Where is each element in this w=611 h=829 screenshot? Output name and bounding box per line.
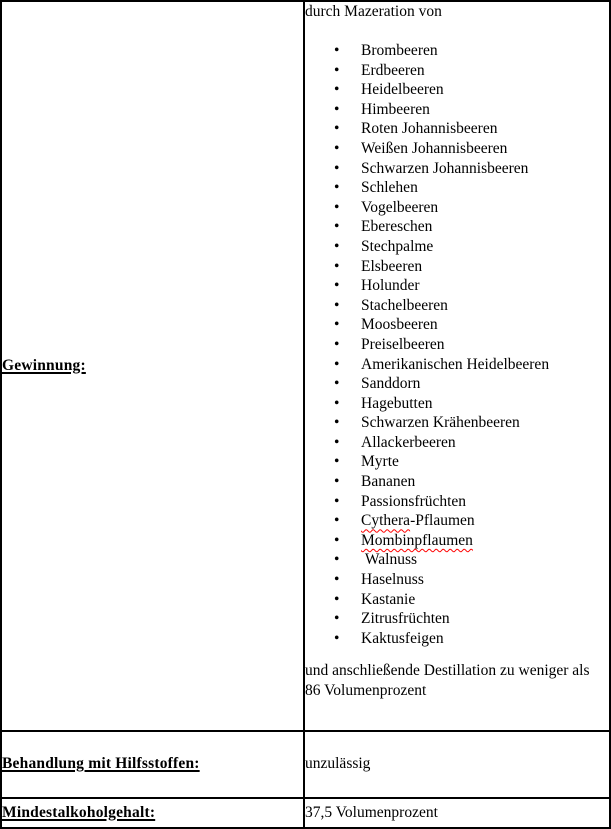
- list-item: • Schlehen: [361, 178, 609, 198]
- list-item: • Erdbeeren: [361, 61, 609, 81]
- list-item: • Passionsfrüchten: [361, 492, 609, 512]
- misspelled-word: Mombinpflaumen: [361, 531, 473, 549]
- list-item: [361, 511, 609, 531]
- value-cell-mindestalkoholgehalt: [304, 798, 610, 828]
- distillation-note-text: und anschließende Destillation zu weniger als 86 Volumenprozent: [305, 662, 590, 700]
- list-item: • Kaktusfeigen: [361, 629, 609, 649]
- list-item: • Myrte: [361, 452, 609, 472]
- label-cell-mindestalkoholgehalt: [1, 798, 304, 828]
- list-item: • Preiselbeeren: [361, 335, 609, 355]
- list-item: • Bananen: [361, 472, 609, 492]
- table-row-behandlung: [1, 731, 610, 798]
- label-cell-behandlung: [1, 731, 304, 798]
- row-label-behandlung: Behandlung mit Hilfsstoffen:: [2, 755, 200, 773]
- list-item: • Weißen Johannisbeeren: [361, 139, 609, 159]
- word: -Pflaumen: [410, 512, 475, 530]
- maceration-intro-text: durch Mazeration von: [305, 3, 442, 20]
- list-item: • Heidelbeeren: [361, 80, 609, 100]
- behandlung-value-text: unzulässig: [305, 755, 371, 773]
- list-item: • Hagebutten: [361, 394, 609, 414]
- list-item: • Stachelbeeren: [361, 296, 609, 316]
- value-cell-gewinnung: [304, 1, 610, 731]
- list-item: • Himbeeren: [361, 100, 609, 120]
- list-item: • Amerikanischen Heidelbeeren: [361, 355, 609, 375]
- list-item: • Allackerbeeren: [361, 433, 609, 453]
- list-item: • Brombeeren: [361, 41, 609, 61]
- list-item: • Schwarzen Johannisbeeren: [361, 159, 609, 179]
- misspelled-word: Cythera: [361, 512, 411, 530]
- fruit-list: [305, 41, 609, 648]
- list-item: • Schwarzen Krähenbeeren: [361, 413, 609, 433]
- list-item: • Holunder: [361, 276, 609, 296]
- list-item: • Walnuss: [361, 550, 609, 570]
- list-item: • Kastanie: [361, 590, 609, 610]
- value-cell-behandlung: [304, 731, 610, 798]
- row-label-mindestalkoholgehalt: Mindestalkoholgehalt:: [2, 803, 156, 821]
- list-item: • Vogelbeeren: [361, 198, 609, 218]
- list-item: • Stechpalme: [361, 237, 609, 257]
- row-label-gewinnung: Gewinnung:: [2, 356, 86, 374]
- table-row-mindestalkoholgehalt: [1, 798, 610, 828]
- mindestalkoholgehalt-value-text: 37,5 Volumenprozent: [305, 803, 438, 821]
- list-item: • Sanddorn: [361, 374, 609, 394]
- list-item: • Roten Johannisbeeren: [361, 119, 609, 139]
- list-item: • Ebereschen: [361, 217, 609, 237]
- list-item: • Moosbeeren: [361, 315, 609, 335]
- list-item: [361, 531, 609, 551]
- table-row-gewinnung: [1, 1, 610, 731]
- list-item: • Haselnuss: [361, 570, 609, 590]
- label-cell-gewinnung: [1, 1, 304, 731]
- list-item: • Elsbeeren: [361, 257, 609, 277]
- list-item: • Zitrusfrüchten: [361, 609, 609, 629]
